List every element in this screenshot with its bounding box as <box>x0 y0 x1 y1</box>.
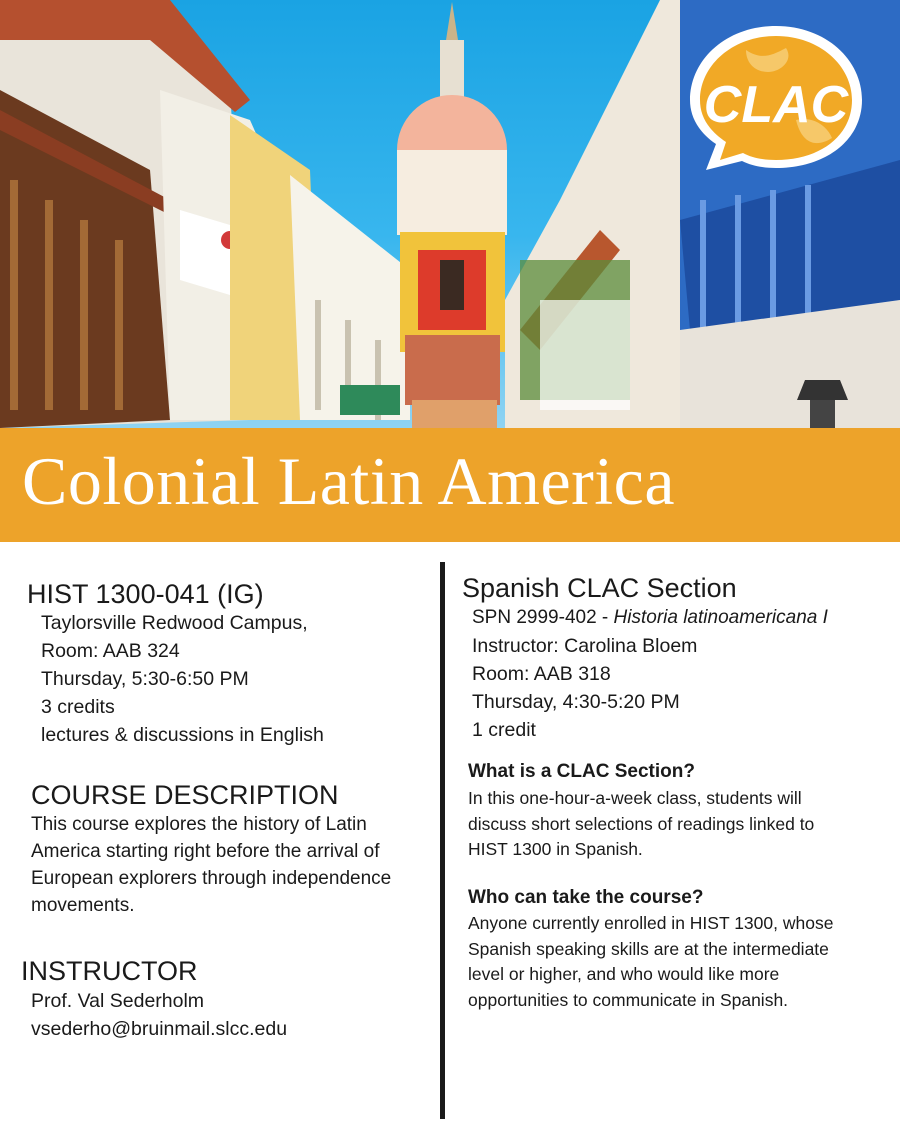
hist-language: lectures & discussions in English <box>41 724 324 746</box>
what-heading: What is a CLAC Section? <box>468 761 695 782</box>
instructor-details <box>31 987 287 1043</box>
who-line: opportunities to communicate in Spanish. <box>468 989 789 1010</box>
description-line: America starting right before the arrival of <box>31 841 380 862</box>
description-section <box>31 779 339 811</box>
title-band <box>0 428 900 542</box>
hist-section <box>27 578 264 610</box>
hist-campus: Taylorsville Redwood Campus, <box>41 612 308 634</box>
instructor-section <box>21 955 198 987</box>
page-title: Colonial Latin America <box>22 443 676 519</box>
what-body <box>468 786 888 863</box>
what-line: HIST 1300 in Spanish. <box>468 839 643 859</box>
clac-details <box>472 604 828 744</box>
what-section <box>468 759 695 785</box>
hist-room: Room: AAB 324 <box>41 640 180 662</box>
description-line: This course explores the history of Latin <box>31 814 367 835</box>
clac-course-code: SPN 2999-402 - <box>472 607 614 628</box>
description-line: European explorers through independence <box>31 868 392 889</box>
clac-room: Room: AAB 318 <box>472 663 611 685</box>
what-line: discuss short selections of readings linked to <box>468 813 815 834</box>
hist-details <box>41 609 324 749</box>
hist-heading: HIST 1300-041 (IG) <box>27 579 264 609</box>
clac-time: Thursday, 4:30-5:20 PM <box>472 691 680 713</box>
what-line: In this one-hour-a-week class, students will <box>468 788 802 808</box>
who-line: Anyone currently enrolled in HIST 1300, whose <box>468 913 834 933</box>
clac-heading: Spanish CLAC Section <box>462 573 737 603</box>
who-heading: Who can take the course? <box>468 887 704 908</box>
column-divider <box>440 562 445 1119</box>
instructor-name: Prof. Val Sederholm <box>31 990 205 1012</box>
instructor-heading: INSTRUCTOR <box>21 956 198 986</box>
clac-credit: 1 credit <box>472 719 536 741</box>
description-line: movements. <box>31 895 135 916</box>
clac-logo <box>686 20 866 170</box>
clac-course <box>472 604 828 632</box>
clac-course-title: Historia latinoamericana I <box>613 607 828 628</box>
description-body <box>31 811 436 919</box>
hist-credits: 3 credits <box>41 696 115 718</box>
who-line: Spanish speaking skills are at the intermediate <box>468 938 829 959</box>
clac-section <box>462 572 737 604</box>
who-section <box>468 885 703 911</box>
hist-time: Thursday, 5:30-6:50 PM <box>41 668 249 690</box>
who-line: level or higher, and who would like more <box>468 964 780 984</box>
description-heading: COURSE DESCRIPTION <box>31 780 339 810</box>
instructor-email[interactable]: vsederho@bruinmail.slcc.edu <box>31 1018 288 1040</box>
logo-text: CLAC <box>703 76 849 134</box>
who-body <box>468 911 888 1013</box>
clac-instructor: Instructor: Carolina Bloem <box>472 635 698 657</box>
